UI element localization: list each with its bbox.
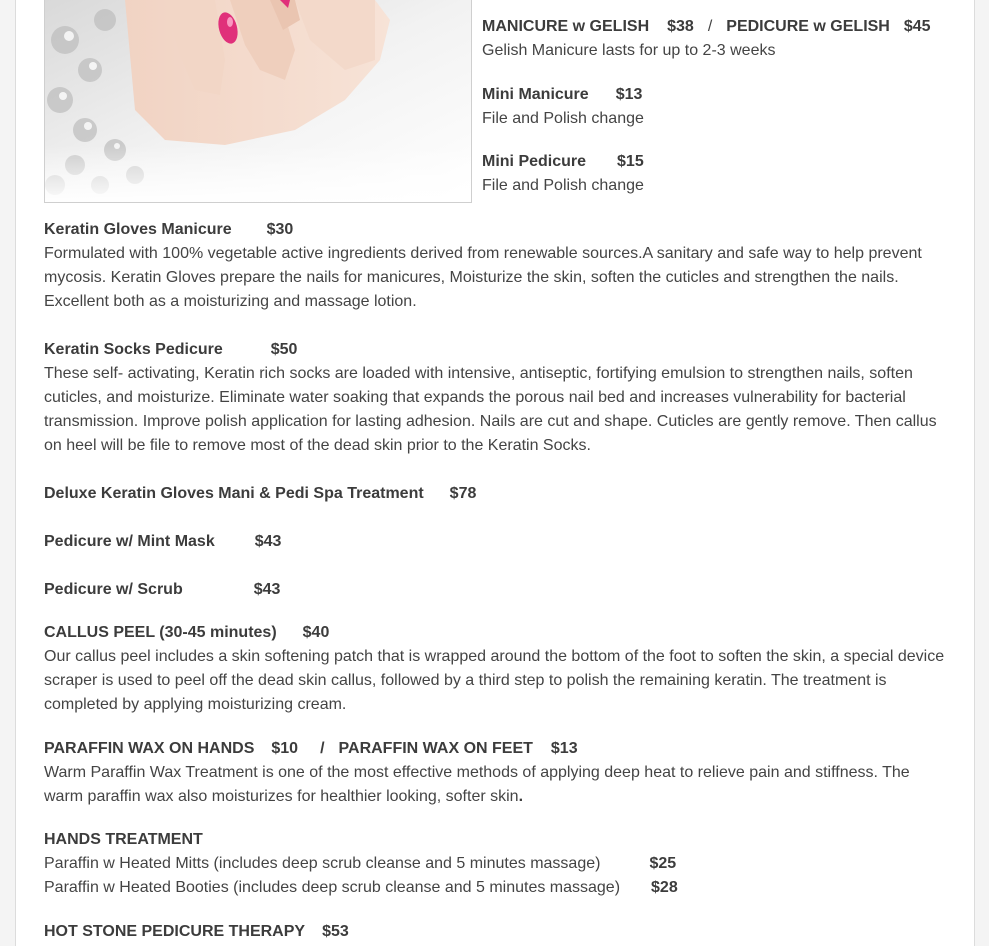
pedicure-gelish-price: $45 [903,18,931,35]
callus-peel-price: $40 [302,624,330,641]
paraffin-hands-name: PARAFFIN WAX ON HANDS [44,740,255,757]
heated-booties-price: $28 [651,879,678,896]
keratin-socks-desc-line: transmission. Improve polish application for lasting adhesion. Nails are cut and shape. Cuticles are gently remove. Then callus [44,413,937,430]
hands-treatment-item [44,852,676,876]
mini-manicure-price: $13 [615,86,643,103]
keratin-socks-desc-line: on heel will be file to remove most of the dead skin prior to the Keratin Socks. [44,437,591,454]
hot-stone-heading [44,920,349,944]
keratin-socks-heading [44,338,297,362]
paraffin-heading [44,737,578,761]
hot-stone-price: $53 [322,923,349,940]
keratin-socks-name: Keratin Socks Pedicure [44,341,223,358]
mint-mask-heading [44,530,281,554]
scrub-name: Pedicure w/ Scrub [44,581,183,598]
callus-peel-desc-line: scraper is used to peel off the dead skin callus, followed by a third step to polish the remaining keratin. The treatment is [44,672,887,689]
callus-peel-desc-line: completed by applying moisturizing cream. [44,696,347,713]
keratin-gloves-desc-line: mycosis. Keratin Gloves prepare the nails for manicures, Moisturize the skin, soften the cuticles and strengthen the nails. [44,269,899,286]
paraffin-desc-line [44,785,523,809]
gelish-price-line [482,15,931,39]
mini-pedicure-description: File and Polish change [482,177,644,194]
heated-booties-name: Paraffin w Heated Booties (includes deep scrub cleanse and 5 minutes massage) [44,879,621,896]
manicure-gelish-price: $38 [667,18,694,35]
keratin-gloves-desc-line: Formulated with 100% vegetable active ingredients derived from renewable sources.A sanitary and safe way to help prevent [44,245,922,262]
heated-mitts-name: Paraffin w Heated Mitts (includes deep scrub cleanse and 5 minutes massage) [44,855,601,872]
scrub-heading [44,578,280,602]
hot-stone-name: HOT STONE PEDICURE THERAPY [44,923,306,940]
mini-manicure-name: Mini Manicure [482,86,589,103]
mini-manicure-description: File and Polish change [482,110,644,127]
hands-treatment-title: HANDS TREATMENT [44,831,203,848]
mini-pedicure-heading [482,150,644,174]
deluxe-heading [44,482,476,506]
price-separator: / [320,740,325,757]
paraffin-feet-name: PARAFFIN WAX ON FEET [338,740,533,757]
gelish-description: Gelish Manicure lasts for up to 2-3 weeks [482,42,776,59]
keratin-socks-desc-line: cuticles, and moisturize. Eliminate water soaking that expands the porous nail bed and increases vulnerability for bacterial [44,389,906,406]
paraffin-feet-price: $13 [550,740,578,757]
keratin-gloves-desc-line: Excellent both as a moisturizing and massage lotion. [44,293,417,310]
keratin-gloves-heading [44,218,293,242]
deluxe-price: $78 [449,485,477,502]
keratin-socks-desc-line: These self- activating, Keratin rich socks are loaded with intensive, antiseptic, fortifying emulsion to strengthen nails, soften [44,365,913,382]
mint-mask-name: Pedicure w/ Mint Mask [44,533,215,550]
hands-treatment-item [44,876,678,900]
services-content [15,0,975,946]
pedicure-gelish-name: PEDICURE w GELISH [726,18,890,35]
paraffin-desc-line: Warm Paraffin Wax Treatment is one of the most effective methods of applying deep heat to relieve pain and stiffness. The [44,764,910,781]
deluxe-name: Deluxe Keratin Gloves Mani & Pedi Spa Treatment [44,485,424,502]
mini-pedicure-name: Mini Pedicure [482,153,587,170]
callus-peel-desc-line: Our callus peel includes a skin softening patch that is wrapped around the bottom of the foot to soften the skin, a special device [44,648,945,665]
price-separator: / [707,18,713,35]
callus-peel-heading [44,621,329,645]
keratin-gloves-price: $30 [266,221,294,238]
mini-pedicure-price: $15 [617,153,644,170]
keratin-socks-price: $50 [270,341,298,358]
paraffin-desc-text: warm paraffin wax also moisturizes for healthier looking, softer skin [44,788,519,805]
callus-peel-name: CALLUS PEEL (30-45 minutes) [44,624,277,641]
mini-manicure-heading [482,83,642,107]
hand-illustration [45,0,471,202]
manicure-gelish-name: MANICURE w GELISH [482,18,650,35]
paraffin-desc-period: . [518,788,524,805]
manicure-photo [44,0,472,203]
mint-mask-price: $43 [254,533,282,550]
heated-mitts-price: $25 [649,855,677,872]
paraffin-hands-price: $10 [271,740,299,757]
keratin-gloves-name: Keratin Gloves Manicure [44,221,232,238]
scrub-price: $43 [253,581,281,598]
